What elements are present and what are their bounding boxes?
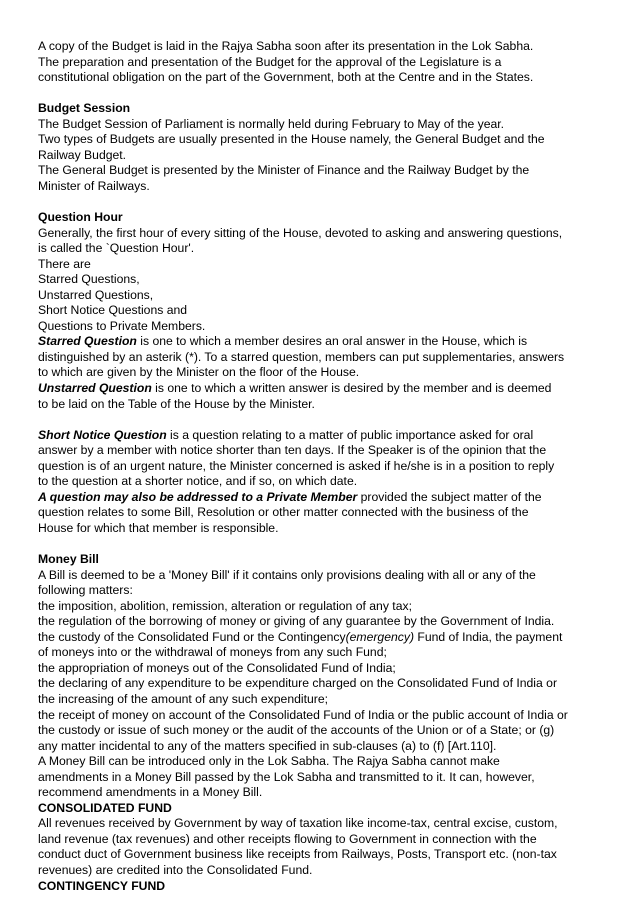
- text-line: [38, 334, 628, 350]
- text-line: answer by a member with notice shorter than ten days. If the Speaker is of the opinion that the: [38, 443, 547, 458]
- text-line: The General Budget is presented by the Minister of Finance and the Railway Budget by the: [38, 163, 530, 178]
- text-line: Railway Budget.: [38, 147, 127, 162]
- term-starred-question: Starred Question: [38, 334, 137, 349]
- text-line: amendments in a Money Bill passed by the Lok Sabha and transmitted to it. It can, however,: [38, 769, 535, 784]
- text-line: conduct duct of Government business like receipts from Railways, Posts, Transport etc. (non-tax: [38, 847, 557, 862]
- text-line: [38, 490, 628, 506]
- text-line: question relates to some Bill, Resolution or other matter connected with the business of the: [38, 505, 529, 520]
- text-line: the appropriation of moneys out of the Consolidated Fund of India;: [38, 660, 396, 675]
- consolidated-fund-section: [38, 801, 628, 879]
- section-heading: CONSOLIDATED FUND: [38, 800, 172, 815]
- text-line: The preparation and presentation of the Budget for the approval of the Legislature is a: [38, 54, 502, 69]
- text-run: the custody of the Consolidated Fund or the Contingency: [38, 629, 346, 644]
- money-bill-section: [38, 552, 628, 801]
- text-line: any matter incidental to any of the matters specified in sub-clauses (a) to (f) [Art.110].: [38, 738, 497, 753]
- text-line: The Budget Session of Parliament is normally held during February to May of the year.: [38, 116, 505, 131]
- term-unstarred-question: Unstarred Question: [38, 381, 152, 396]
- text-line: the increasing of the amount of any such expenditure;: [38, 691, 328, 706]
- section-heading: Money Bill: [38, 552, 99, 567]
- text-run: is a question relating to a matter of public importance asked for oral: [166, 427, 534, 442]
- intro-section: [38, 39, 628, 86]
- text-line: distinguished by an asterik (*). To a starred question, members can put supplementaries, answers: [38, 349, 565, 364]
- text-line: question is of an urgent nature, the Minister concerned is asked if he/she is in a position to reply: [38, 458, 555, 473]
- text-line: constitutional obligation on the part of the Government, both at the Centre and in the States.: [38, 70, 534, 85]
- text-line: House for which that member is responsible.: [38, 520, 279, 535]
- text-line: A Bill is deemed to be a 'Money Bill' if it contains only provisions dealing with all or any of the: [38, 567, 536, 582]
- text-run-italic: (emergency): [345, 629, 414, 644]
- text-run: provided the subject matter of the: [357, 489, 542, 504]
- term-private-member-question: A question may also be addressed to a Private Member: [38, 489, 358, 504]
- text-line: There are: [38, 256, 91, 271]
- text-run: is one to which a member desires an oral answer in the House, which is: [136, 334, 528, 349]
- text-line: land revenue (tax revenues) and other receipts flowing to Government in connection with the: [38, 831, 537, 846]
- text-line: Minister of Railways.: [38, 178, 150, 193]
- text-line: to which are given by the Minister on the floor of the House.: [38, 365, 360, 380]
- question-hour-section: [38, 210, 628, 412]
- text-line: A Money Bill can be introduced only in the Lok Sabha. The Rajya Sabha cannot make: [38, 754, 500, 769]
- text-line: to be laid on the Table of the House by the Minister.: [38, 396, 315, 411]
- text-line: A copy of the Budget is laid in the Rajya Sabha soon after its presentation in the Lok Sabha.: [38, 39, 534, 53]
- text-line: All revenues received by Government by way of taxation like income-tax, central excise, custom,: [38, 816, 558, 831]
- text-run: is one to which a written answer is desired by the member and is deemed: [151, 381, 552, 396]
- question-type-item: Starred Questions,: [38, 272, 140, 287]
- text-line: Generally, the first hour of every sitting of the House, devoted to asking and answering questions,: [38, 225, 563, 240]
- text-line: [38, 630, 628, 646]
- text-line: is called the `Question Hour'.: [38, 241, 195, 256]
- section-heading: Budget Session: [38, 101, 131, 116]
- document-page: [38, 39, 628, 894]
- text-run: Fund of India, the payment: [414, 629, 563, 644]
- text-line: [38, 381, 628, 397]
- text-line: the regulation of the borrowing of money or giving of any guarantee by the Government of India.: [38, 614, 555, 629]
- section-heading: Question Hour: [38, 210, 123, 225]
- text-line: the imposition, abolition, remission, alteration or regulation of any tax;: [38, 598, 412, 613]
- text-line: the receipt of money on account of the Consolidated Fund of India or the public account of India or: [38, 707, 568, 722]
- budget-session-section: [38, 101, 628, 194]
- short-notice-section: [38, 428, 628, 537]
- contingency-fund-section: [38, 879, 628, 895]
- text-line: recommend amendments in a Money Bill.: [38, 785, 263, 800]
- text-line: [38, 428, 628, 444]
- section-heading: CONTINGENCY FUND: [38, 878, 166, 893]
- question-type-item: Short Notice Questions and: [38, 303, 188, 318]
- question-type-item: Unstarred Questions,: [38, 287, 154, 302]
- question-type-item: Questions to Private Members.: [38, 318, 206, 333]
- text-line: of moneys into or the withdrawal of moneys from any such Fund;: [38, 645, 387, 660]
- text-line: revenues) are credited into the Consolidated Fund.: [38, 862, 313, 877]
- text-line: Two types of Budgets are usually presented in the House namely, the General Budget and the: [38, 132, 545, 147]
- text-line: to the question at a shorter notice, and if so, on which date.: [38, 474, 358, 489]
- text-line: the declaring of any expenditure to be expenditure charged on the Consolidated Fund of India or: [38, 676, 558, 691]
- term-short-notice-question: Short Notice Question: [38, 427, 167, 442]
- text-line: following matters:: [38, 583, 133, 598]
- text-line: the custody or issue of such money or the audit of the accounts of the Union or of a State; or (g): [38, 723, 555, 738]
